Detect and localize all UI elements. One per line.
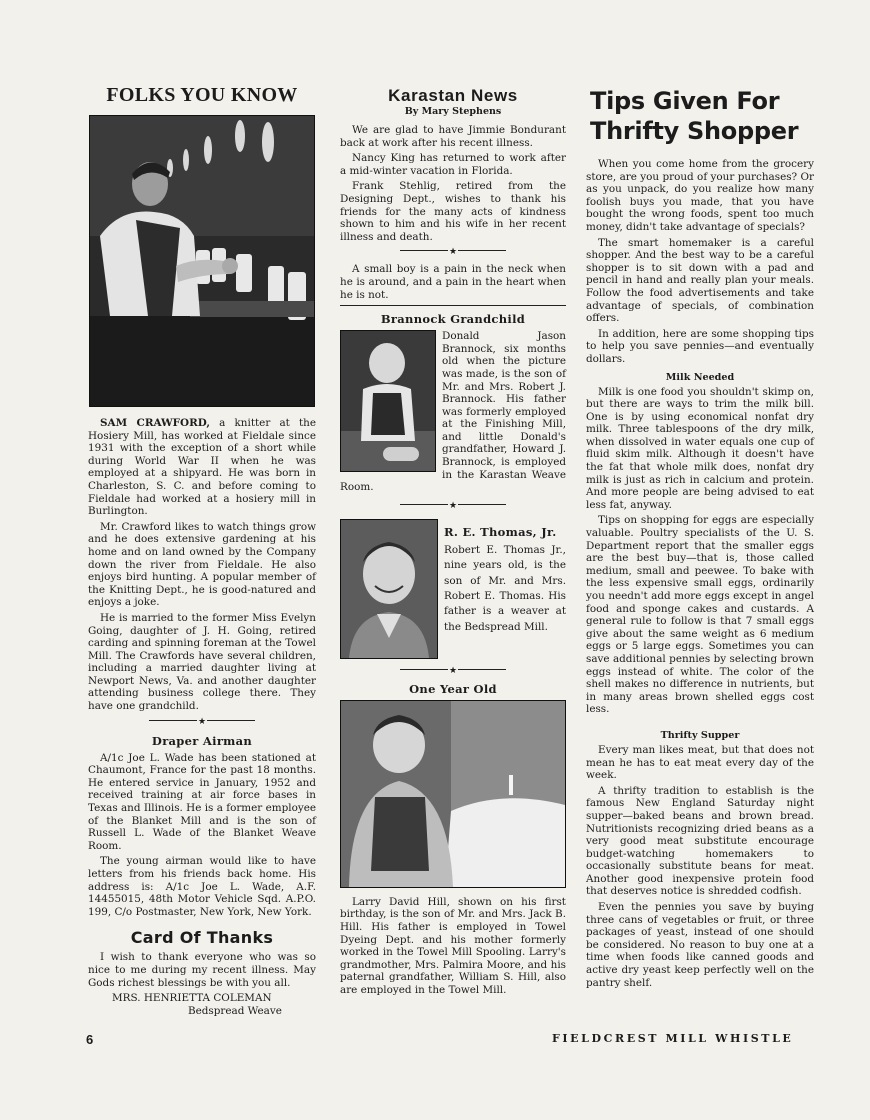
brannock-heading: Brannock Grandchild	[380, 312, 526, 327]
supper-paragraph-3: Even the pennies you save by buying three cans of vegetables or fruit, or three packages of yeast, instead of one should be considered. No reason to buy one at a time when foods like canned goods and active dry yeast keep perfectly well on the pantry shelf.	[586, 901, 814, 989]
tips-heading-line-1: Tips Given For	[590, 87, 780, 115]
milk-paragraph-2: Tips on shopping for eggs are especially valuable. Poultry specialists of the U. S. Department report that the smaller eggs are the best buy—that is, those called medium, small and peewee. To bake with the less expensive small eggs, ordinarily you needn't add more eggs except in angel food and sponge cakes and custards. A general rule to follow is that 7 small eggs give about the same weight as 6 medium eggs or 5 large eggs. Sometimes you can save additional pennies by selecting brown eggs instead of white. The color of the shell makes no difference in nutrients, but in many areas brown shelled eggs cost less.	[586, 514, 814, 716]
column-left	[88, 84, 316, 1017]
card-heading: Card Of Thanks	[130, 928, 274, 948]
star-divider: ★	[340, 666, 566, 678]
sam-crawford-photo	[89, 115, 315, 407]
column-right	[586, 84, 814, 992]
supper-paragraph-2: A thrifty tradition to establish is the famous New England Saturday night supper—baked beans and brown bread. Nutritionists recognizing dried beans as a very good meat substitute encourage budget-watching homemakers to occasionally substitute beans for meat. Another good inexpensive protein food that deserves notice is shredded codfish.	[586, 784, 814, 898]
baby-portrait-image	[341, 331, 435, 471]
star-divider: ★	[340, 247, 566, 259]
oneyear-heading: One Year Old	[409, 681, 497, 696]
tips-paragraph-1: When you come home from the grocery store, are you proud of your purchases? Or as you unpack, do you realize how many foolish buys you made, that you have bought the wrong foods, spent too much money, didn't take advantage of specials?	[586, 158, 814, 233]
card-paragraph: I wish to thank everyone who was so nice to me during my recent illness. May Gods richest blessings be with you all.	[88, 951, 316, 989]
card-signature-name: MRS. HENRIETTA COLEMAN	[112, 992, 272, 1005]
thomas-heading: R. E. Thomas, Jr.	[444, 524, 557, 539]
milk-paragraph-1: Milk is one food you shouldn't skimp on, but there are ways to trim the milk bill. One is by using economical nonfat dry milk. Three tablespoons of the dry milk, when dissolved in water equals one cup of fluid skim milk. Although it doesn't have the fat that whole milk does, nonfat dry milk is just as rich in calcium and protein. And more people are being advised to eat less fat, anyway.	[586, 385, 814, 511]
oneyear-photo	[340, 700, 566, 888]
knitter-at-machine-image	[90, 116, 314, 406]
karastan-paragraph-2: Nancy King has returned to work after a mid-winter vacation in Florida.	[340, 152, 566, 177]
thomas-photo	[340, 519, 438, 659]
brannock-text: Donald Jason Brannock, six months old when the picture was made, is the son of Mr. and Mrs. Robert J. Brannock. His father was formerly employed at the Finishing Mill, and little Donald's grandfather, Howard J. Brannock, is employed in the Karastan Weave Room.	[340, 330, 566, 494]
folks-heading: FOLKS YOU KNOW	[106, 84, 298, 106]
thomas-text: Robert E. Thomas Jr., nine years old, is the son of Mr. and Mrs. Robert E. Thomas. His father is a weaver at the Bedspread Mill.	[444, 543, 566, 633]
star-divider: ★	[88, 717, 316, 729]
folks-paragraph-3: He is married to the former Miss Evelyn Going, daughter of J. H. Going, retired carding and spinning foreman at the Towel Mill. The Crawfords have several children, including a married daughter living at Newport News, Va. and another daughter attending business college there. They have one grandchild.	[88, 611, 316, 713]
supper-heading: Thrifty Supper	[660, 729, 740, 741]
karastan-paragraph-3: Frank Stehlig, retired from the Designing Dept., wishes to thank his friends for the many acts of kindness shown to him and his wife in her recent illness and death.	[340, 180, 566, 243]
section-rule	[340, 305, 566, 306]
tips-paragraph-3: In addition, here are some shopping tips to help you save pennies—and eventually dollars.	[586, 327, 814, 365]
star-divider: ★	[340, 501, 566, 513]
folks-paragraph-2: Mr. Crawford likes to watch things grow and he does extensive gardening at his home and on land owned by the Company down the river from Fieldale. He also enjoys bird hunting. A popular member of the Knitting Dept., he is good-natured and enjoys a joke.	[88, 520, 316, 609]
folks-paragraph-1: a knitter at the Hosiery Mill, has worked at Fieldale since 1931 with the exception of a short while during World War II when he was employed at a shipyard. He was born in Charleston, S. C. and before coming to Fieldale had worked at a hosiery mill in Burlington.	[88, 417, 316, 518]
karastan-paragraph-4: A small boy is a pain in the neck when he is around, and a pain in the heart when he is not.	[340, 263, 566, 301]
tips-heading-line-2: Thrifty Shopper	[590, 117, 799, 145]
draper-paragraph-1: A/1c Joe L. Wade has been stationed at Chaumont, France for the past 18 months. He entered service in January, 1952 and received training at air force bases in Texas and Illinois. He is a former employee of the Blanket Mill and is the son of Russell L. Wade of the Blanket Weave Room.	[88, 751, 316, 852]
brannock-photo	[340, 330, 436, 472]
milk-heading: Milk Needed	[665, 371, 735, 383]
tips-heading	[590, 86, 814, 146]
column-middle	[340, 84, 566, 1000]
draper-paragraph-2: The young airman would like to have letters from his friends back home. His address is: A/1c Joe L. Wade, A.F. 14455015, 48th Motor Vehicle Sqd. A.P.O. 199, C/o Postmaster, New York, New York.	[88, 855, 316, 918]
card-signature-dept: Bedspread Weave	[188, 1004, 282, 1017]
supper-paragraph-1: Every man likes meat, but that does not mean he has to eat meat every day of the week.	[586, 743, 814, 782]
karastan-heading: Karastan News	[388, 86, 518, 105]
page-number: 6	[86, 1032, 94, 1047]
karastan-byline: By Mary Stephens	[404, 106, 502, 117]
lead-name: SAM CRAWFORD,	[100, 417, 210, 429]
boy-portrait-image	[341, 520, 437, 658]
publication-title: FIELDCREST MILL WHISTLE	[552, 1032, 794, 1045]
draper-heading: Draper Airman	[151, 733, 253, 748]
oneyear-text: Larry David Hill, shown on his first birthday, is the son of Mr. and Mrs. Jack B. Hill. His father is employed in Towel Dyeing Dept. and his mother formerly worked in the Towel Mill Spooling. Larry's grandmother, Mrs. Palmira Moore, and his paternal grandfather, William S. Hill, also are employed in the Towel Mill.	[340, 895, 566, 996]
birthday-child-image	[341, 701, 565, 887]
tips-paragraph-2: The smart homemaker is a careful shopper. And the best way to be a careful shopper is to sit down with a pad and pencil in hand and really plan your meals. Follow the food advertisements and take advantage of specials, of combination offers.	[586, 236, 814, 325]
karastan-paragraph-1: We are glad to have Jimmie Bondurant back at work after his recent illness.	[340, 124, 566, 149]
